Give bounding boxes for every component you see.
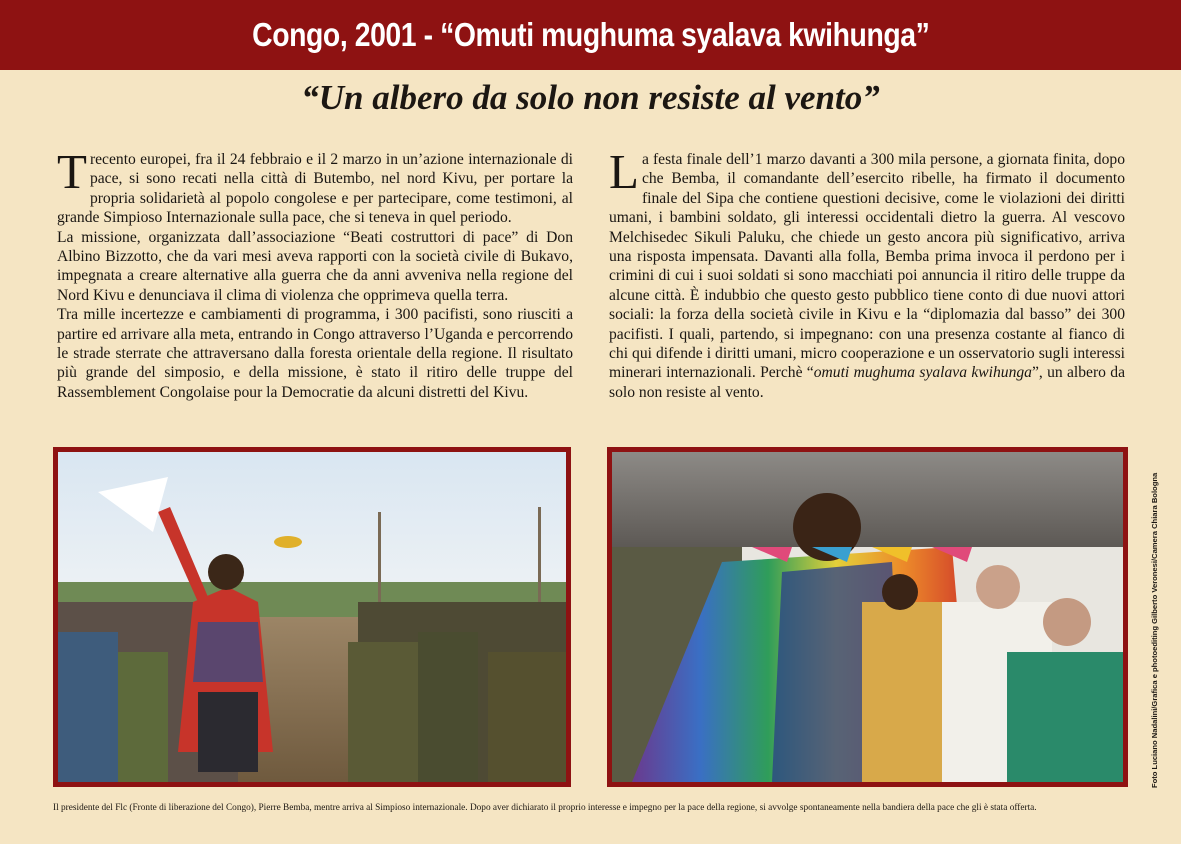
photo-caption: Il presidente del Flc (Fronte di liberazione del Congo), Pierre Bemba, mentre arriva al Simpioso internazionale. Dopo aver dichiarato il proprio interesse e impegno per la pace della regione, si avvolge spontaneamente nella bandiera della pace che gli è stata offerta. bbox=[53, 803, 1037, 813]
right-paragraph bbox=[609, 144, 1125, 402]
photo-bemba-arriving bbox=[53, 447, 571, 787]
photo-credit: Foto Luciano Nadalini/Grafica e photoediting Gilberto Veronesi/Camera Chiara Bologna bbox=[1150, 472, 1159, 788]
right-paragraph-end: ”, un albero da solo non resiste al vento. bbox=[609, 364, 1125, 401]
left-paragraph-3: Tra mille incertezze e cambiamenti di programma, i 300 pacifisti, sono riusciti a partire ed arrivare alla meta, entrando in Congo attraverso l’Uganda e percorrendo le strade sterrate che attraversano dalla foresta orientale della regione. Il risultato più grande del simposio, e della missione, è stato il ritiro delle truppe del Rassemblement Congolaise pour la Democratie da alcuni distretti del Kivu. bbox=[57, 306, 573, 401]
left-paragraph-2: La missione, organizzata dall’associazione “Beati costruttori di pace” di Don Albino Bizzotto, che da vari mesi aveva rapporti con la società civile di Bukavo, impegnata a creare alternative alla guerra che da anni avveniva nella regione del Nord Kivu e denunciava il clima di violenza che opprimeva quella terra. bbox=[57, 228, 573, 304]
photo-bemba-peace-flag bbox=[607, 447, 1128, 787]
page-subtitle: “Un albero da solo non resiste al vento” bbox=[301, 78, 880, 117]
dropcap-t: T bbox=[57, 144, 87, 199]
photo-peace-flag-image bbox=[612, 452, 1123, 782]
left-paragraph-1-text: recento europei, fra il 24 febbraio e il 2 marzo in un’azione internazionale di pace, si sono recati nella città di Butembo, nel nord Kivu, per portare la propria solidarietà al popolo congolese e per partecipare, come testimoni, al grande Simpioso Internazionale sulla pace, che si teneva in quel periodo. bbox=[57, 151, 573, 227]
left-paragraph-1 bbox=[57, 144, 573, 228]
right-article-column bbox=[609, 144, 1125, 402]
page-title: Congo, 2001 - “Omuti mughuma syalava kwihunga” bbox=[251, 16, 930, 53]
right-paragraph-text: a festa finale dell’1 marzo davanti a 300 mila persone, a giornata finita, dopo che Bemba, il comandante dell’esercito ribelle, ha firmato il documento finale del Sipa che contiene questioni decisive, come le violazioni dei diritti umani, i bambini soldato, gli interessi occidentali dietro la guerra. Al vescovo Melchisedec Sikuli Paluku, che chiede un gesto ancora più significativo, arriva una risposta impensata. Davanti alla folla, Bemba prima invoca il perdono per i crimini di cui i suoi soldati si sono macchiati poi annuncia il ritiro delle truppe da alcune città. È indubbio che questo gesto pubblico tiene conto di due nuovi attori sociali: la forza della società civile in Kivu e la “diplomazia dal basso” dei 300 pacifisti. I quali, partendo, si impegnano: con una presenza costante al fianco di chi qui difende i diritti umani, micro cooperazione e un osservatorio sugli interessi minerari internazionali. Perchè “ bbox=[609, 151, 1125, 382]
photo-crowd-soldiers-image bbox=[58, 452, 566, 782]
right-paragraph-italic-phrase: omuti mughuma syalava kwihunga bbox=[813, 364, 1032, 382]
header-band bbox=[0, 0, 1181, 70]
left-article-column bbox=[57, 144, 573, 402]
dropcap-l: L bbox=[609, 144, 639, 199]
